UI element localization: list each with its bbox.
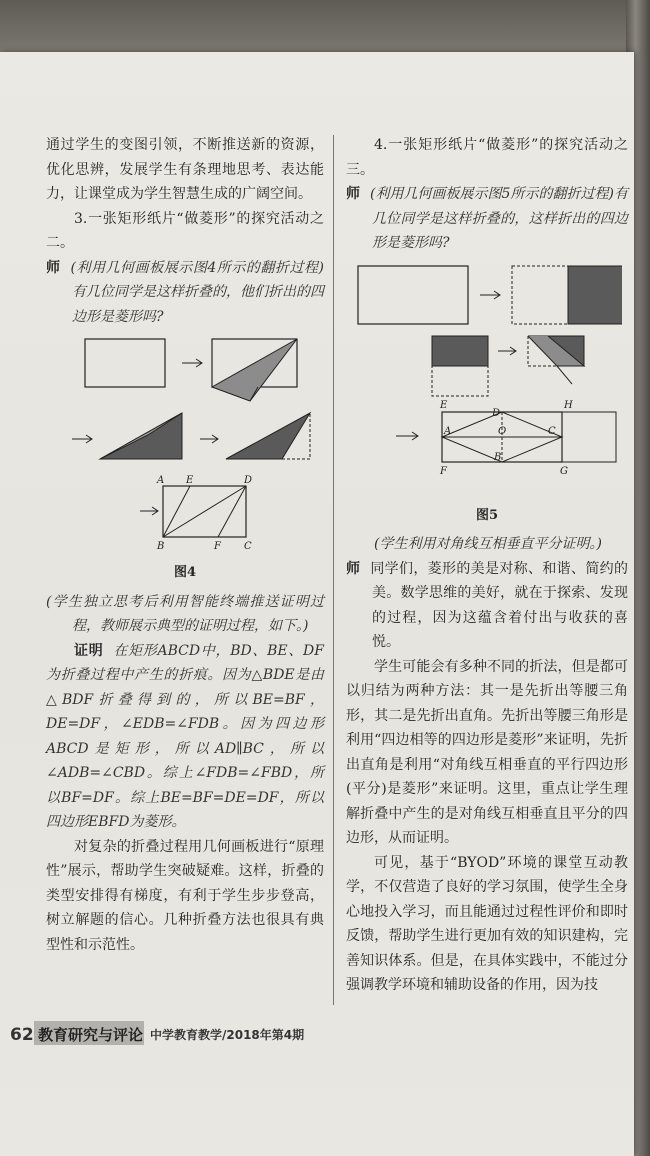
arrow-icon bbox=[498, 347, 516, 355]
fold-step-diagonal bbox=[212, 339, 297, 401]
teaching-note: (学生独立思考后利用智能终端推送证明过程，教师展示典型的证明过程，如下。) bbox=[46, 593, 324, 634]
teacher-dialogue bbox=[346, 557, 628, 655]
figure-4 bbox=[50, 329, 320, 559]
issue-info: 中学教育教学/2018年第4期 bbox=[150, 1028, 305, 1042]
left-column bbox=[46, 133, 324, 957]
fold-step-rhombus-shape bbox=[226, 413, 310, 459]
vertex-label: C bbox=[548, 425, 556, 437]
speaker-label: 师 bbox=[46, 259, 61, 276]
figure-caption: 图4 bbox=[173, 565, 197, 580]
vertex-label: E bbox=[186, 475, 194, 486]
background-shadow bbox=[0, 0, 650, 52]
vertex-label: E bbox=[440, 399, 448, 411]
arrow-icon bbox=[480, 291, 500, 299]
vertex-label: D bbox=[244, 475, 253, 486]
journal-name: 教育研究与评论 bbox=[38, 1026, 144, 1044]
dialogue-text: (利用几何画板展示图5所示的翻折过程)有几位同学是这样折叠的，这样折出的四边形是菱形吗? bbox=[370, 186, 628, 251]
vertex-label: F bbox=[214, 541, 221, 552]
proof-text: 在矩形ABCD中，BD、BE、DF为折叠过程中产生的折痕。因为△BDE是由△BDF折叠得到的，所以BE=BF，DE=DF，∠EDB=∠FDB。因为四边形ABCD是矩形，所以AD∥BC，所以∠ADB=∠CBD。综上∠FDB=∠FBD，所以BF=DF。综上BE=BF=DE=DF，所以四边形EBFD为菱形。 bbox=[46, 642, 324, 830]
fold-step-rectangle bbox=[358, 266, 468, 324]
fold-result-rhombus bbox=[439, 400, 616, 477]
speaker-label: 师 bbox=[346, 186, 361, 202]
paragraph: 可见，基于“BYOD”环境的课堂互动教学，不仅营造了良好的学习氛围，使学生全身心地投入学习，而且能通过过程性评价和即时反馈，帮助学生进行更加有效的知识建构，完善知识体系。但是，在具体实践中，不能过分强调教学环境和辅助设备的作用，因为技 bbox=[346, 854, 628, 993]
paragraph: 学生可能会有多种不同的折法，但是都可以归结为两种方法：其一是先折出等腰三角形，其二是先折出直角。先折出等腰三角形是利用“四边相等的四边形是菱形”来证明，先折出直角是利用“对角线互相垂直的平行四边形(平分)是菱形”来证明。这里，重点让学生理解折叠中产生的是对角线互相垂直且平分的四边形，从而证明。 bbox=[346, 658, 628, 846]
fold-step-triangle bbox=[100, 413, 182, 459]
arrow-icon bbox=[396, 432, 418, 440]
vertex-label: C bbox=[244, 541, 252, 552]
teacher-dialogue bbox=[346, 182, 628, 256]
right-column bbox=[346, 133, 628, 998]
teacher-dialogue bbox=[46, 256, 324, 330]
section-heading: 4.一张矩形纸片“做菱形”的探究活动之三。 bbox=[346, 137, 628, 178]
fold-step-rectangle bbox=[85, 339, 165, 387]
arrow-icon bbox=[72, 435, 92, 443]
vertex-label: G bbox=[560, 465, 568, 477]
vertex-label: H bbox=[564, 399, 573, 411]
vertex-label: B bbox=[157, 541, 165, 552]
fold-step-half bbox=[512, 266, 622, 324]
vertex-label: F bbox=[440, 465, 447, 477]
vertex-label: D bbox=[492, 407, 501, 419]
speaker-label: 师 bbox=[346, 560, 361, 577]
fold-result-rectangle bbox=[156, 475, 252, 552]
arrow-icon bbox=[140, 507, 158, 515]
arrow-icon bbox=[182, 359, 202, 367]
vertex-label: O bbox=[498, 425, 507, 437]
paragraph: 对复杂的折叠过程用几何画板进行“原理性”展示，帮助学生突破疑难。这样，折叠的类型安排得有梯度，有利于学生步步登高，树立解题的信心。几种折叠方法也很具有典型性和示范性。 bbox=[46, 838, 324, 953]
proof bbox=[46, 639, 324, 835]
fold-step-corner bbox=[528, 336, 584, 384]
paragraph: 通过学生的变图引领，不断推送新的资源，优化思辨，发展学生有条理地思考、表达能力，让课堂成为学生智慧生成的广阔空间。 bbox=[46, 137, 324, 202]
vertex-label: A bbox=[157, 475, 165, 486]
figure-caption: 图5 bbox=[475, 507, 499, 523]
column-divider bbox=[333, 135, 334, 1005]
page-footer bbox=[0, 1017, 634, 1047]
dialogue-text: (利用几何画板展示图4所示的翻折过程)有几位同学是这样折叠的，他们折出的四边形是菱形吗? bbox=[70, 259, 324, 325]
page-number: 62 bbox=[10, 1025, 34, 1045]
section-heading: 3.一张矩形纸片“做菱形”的探究活动之二。 bbox=[46, 210, 324, 251]
proof-label: 证明 bbox=[74, 642, 104, 659]
figure-5 bbox=[352, 256, 622, 502]
arrow-icon bbox=[200, 435, 218, 443]
teaching-note: (学生利用对角线互相垂直平分证明。) bbox=[374, 536, 602, 552]
vertex-label: A bbox=[444, 425, 452, 437]
dialogue-text: 同学们，菱形的美是对称、和谐、简约的美。数学思维的美好，就在于探索、发现的过程，因为这蕴含着付出与收获的喜悦。 bbox=[370, 560, 629, 650]
fold-step-folded bbox=[432, 336, 488, 396]
vertex-label: B bbox=[494, 451, 502, 463]
